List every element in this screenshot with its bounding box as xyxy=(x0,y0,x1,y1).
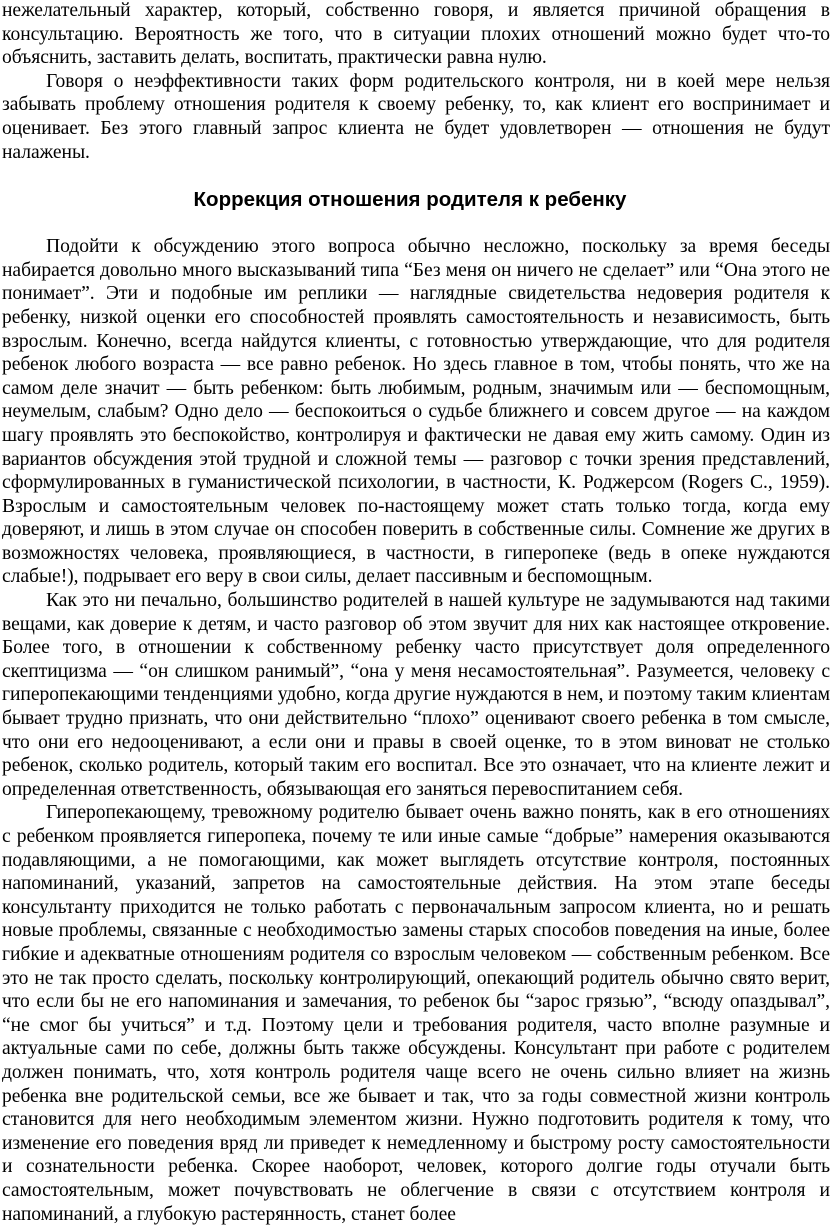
paragraph: Как это ни печально, большинство родителей в нашей культуре не задумываются над такими вещами, как доверие к детям, и часто разговор об этом звучит для них как настоящее откровение. Более того, в отношении к собственному ребенку часто присутствует доля определенного скептицизма — “он слишком ранимый”, “она у меня несамостоятельная”. Разумеется, человеку с гиперопекающими тенденциями удобно, когда другие нуждаются в нем, и поэтому таким клиентам бывает трудно признать, что они действительно “плохо” оценивают своего ребенка в том смысле, что они его недооценивают, а если они и правы в своей оценке, то в этом виноват не столько ребенок, сколько родитель, который таким его воспитал. Все это означает, что на клиенте лежит и определенная ответственность, обязывающая его заняться перевоспитанием себя. xyxy=(2,590,830,800)
paragraph: Подойти к обсуждению этого вопроса обычно несложно, поскольку за время беседы набирается довольно много высказываний типа “Без меня он ничего не сделает” или “Она этого не понимает”. Эти и подобные им реплики — наглядные свидетельства недоверия родителя к ребенку, низкой оценки его способностей проявлять самостоятельность и независимость, быть взрослым. Конечно, всегда найдутся клиенты, с готовностью утверждающие, что для родителя ребенок любого возраста — все равно ребенок. Но здесь главное в том, чтобы понять, что же на самом деле значит — быть ребенком: быть любимым, родным, значимым или — беспомощным, неумелым, слабым? Одно дело — беспокоиться о судьбе ближнего и совсем другое — на каждом шагу проявлять это беспокойство, контролируя и фактически не давая ему жить самому. Один из вариантов обсуждения этой трудной и сложной темы — разговор с точки зрения представлений, сформулированных в гуманистической психологии, в частности, К. Роджерсом (Rogers C., 1959). Взрослым и самостоятельным человек по-настоящему может стать только тогда, когда ему доверяют, и лишь в этом случае он способен поверить в собственные силы. Сомнение же других в возможностях человека, проявляющиеся, в частности, в гиперопеке (ведь в опеке нуждаются слабые!), подрывает его веру в свои силы, делает пассивным и беспомощным. xyxy=(2,236,830,588)
section-heading: Коррекция отношения родителя к ребенку xyxy=(193,188,627,212)
paragraph: Гиперопекающему, тревожному родителю бывает очень важно понять, как в его отношениях с ребенком проявляется гиперопека, почему те или иные самые “добрые” намерения оказываются подавляющими, а не помогающими, как может выглядеть отсутствие контроля, постоянных напоминаний, указаний, запретов на самостоятельные действия. На этом этапе беседы консультанту приходится не только работать с первоначальным запросом клиента, но и решать новые проблемы, связанные с необходимостью замены старых способов поведения на иные, более гибкие и адекватные отношениям родителя со взрослым человеком — собственным ребенком. Все это не так просто сделать, поскольку контролирующий, опекающий родитель обычно свято верит, что если бы не его напоминания и замечания, то ребенок бы “зарос грязью”, “всюду опаздывал”, “не смог бы учиться” и т.д. Поэтому цели и требования родителя, часто вполне разумные и актуальные сами по себе, должны быть также обсуждены. Консультант при работе с родителем должен понимать, что, хотя контроль родителя чаще всего не очень сильно влияет на жизнь ребенка вне родительской семьи, все же бывает и так, что за годы совместной жизни контроль становится для него необходимым элементом жизни. Нужно подготовить родителя к тому, что изменение его поведения вряд ли приведет к немедленному и быстрому росту самостоятельности и сознательности ребенка. Скорее наоборот, человек, которого долгие годы отучали быть самостоятельным, может почувствовать не облегчение в связи с отсутствием контроля и напоминаний, а глубокую растерянность, станет более xyxy=(2,802,830,1225)
paragraph-continued: нежелательный характер, который, собственно говоря, и является причиной обращения в консультацию. Вероятность же того, что в ситуации плохих отношений можно будет что-то объяснить, заставить делать, воспитать, практически равна нулю. xyxy=(2,0,830,69)
paragraph: Говоря о неэффективности таких форм родительского контроля, ни в коей мере нельзя забывать проблему отношения родителя к своему ребенку, то, как клиент его воспринимает и оценивает. Без этого главный запрос клиента не будет удовлетворен — отношения не будут налажены. xyxy=(2,70,830,163)
